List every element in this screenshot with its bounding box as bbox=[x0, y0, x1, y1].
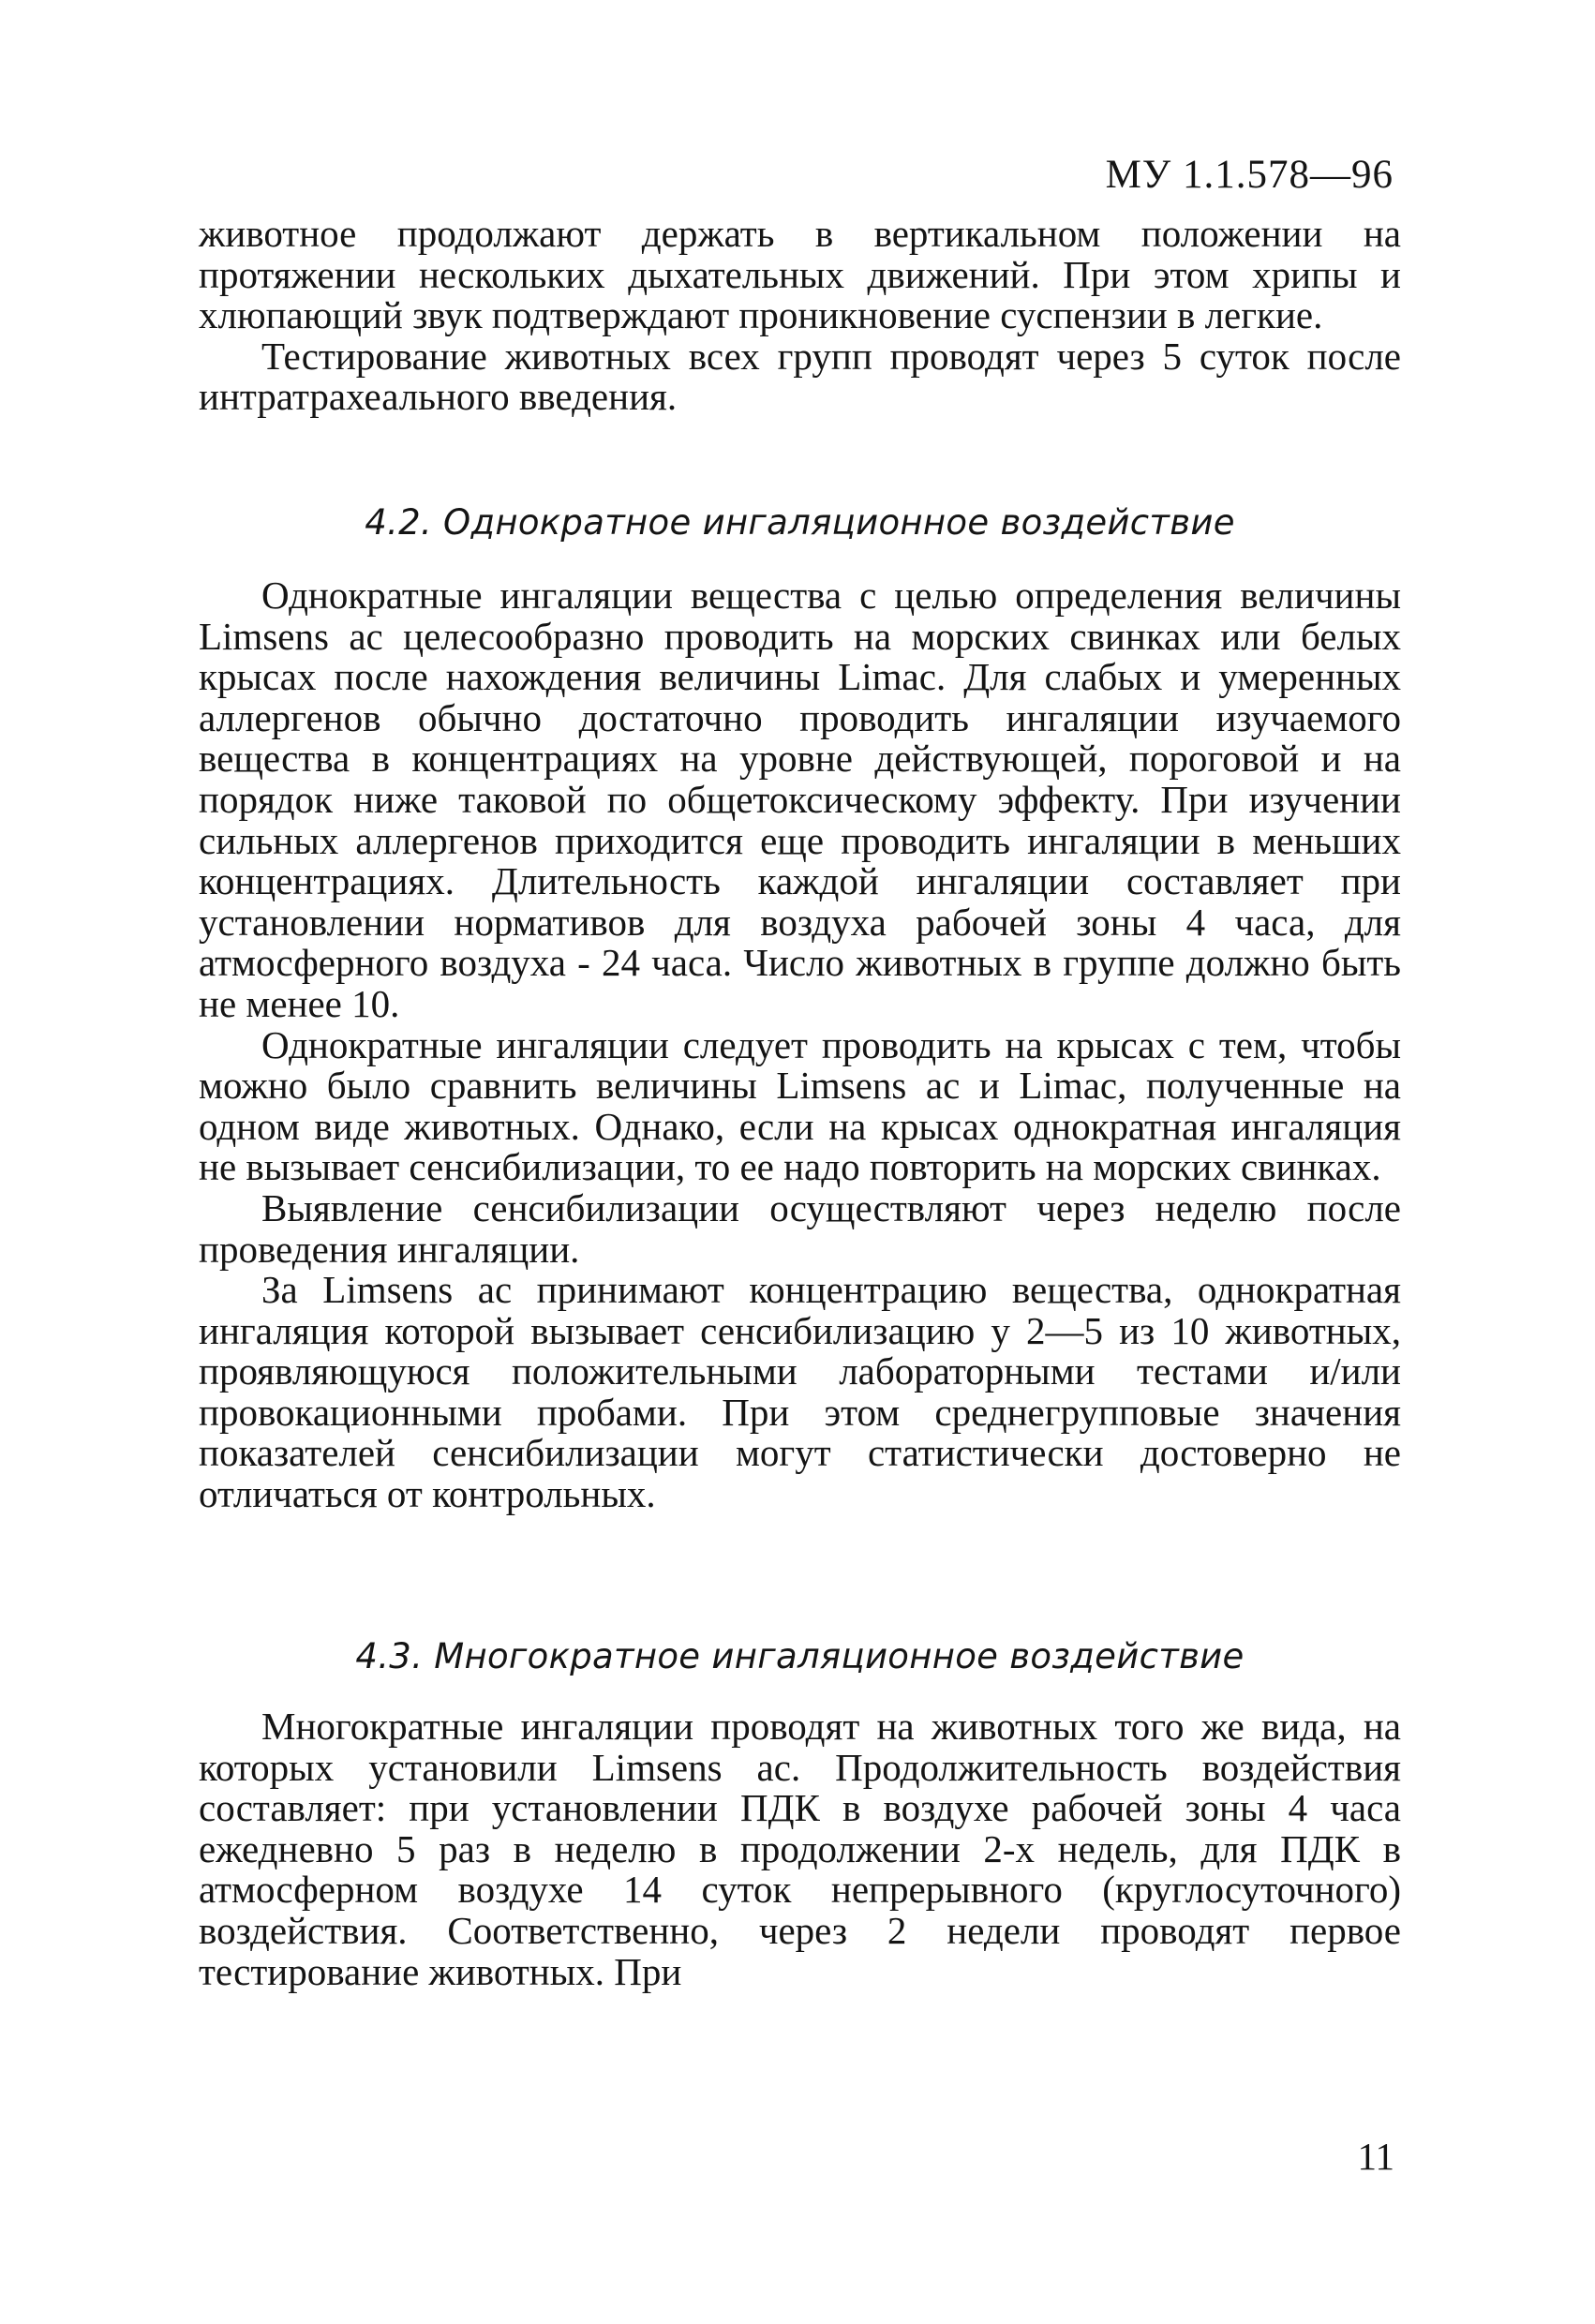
paragraph: Однократные ингаляции следует проводить на крысах с тем, чтобы можно было сравнить величины Limsens ac и Limac, полученные на одном виде животных. Однако, если на крысах однократная ингаляция не вызывает сенсибилизации, то ее надо повторить на морских свинках. bbox=[199, 1022, 1401, 1189]
paragraph: За Limsens ac принимают концентрацию вещества, однократная ингаляция которой вызывает сенсибилизацию у 2—5 из 10 животных, проявляющуюся положительными лабораторными тестами и/или провокационными пробами. При этом среднегрупповые значения показателей сенсибилизации могут статистически достоверно не отличаться от контрольных. bbox=[199, 1268, 1401, 1516]
section-heading: 4.3. Многократное ингаляционное воздействие bbox=[355, 1636, 1245, 1676]
paragraph: Выявление сенсибилизации осуществляют через неделю после проведения ингаляции. bbox=[199, 1185, 1401, 1271]
paragraph: Однократные ингаляции вещества с целью определения величины Limsens ac целесообразно проводить на морских свинках или белых крысах после нахождения величины Limac. Для слабых и умеренных аллергенов обычно достаточно проводить ингаляции изучаемого вещества в концентрациях на уровне действующей, пороговой и на порядок ниже таковой по общетоксическому эффекту. При изучении сильных аллергенов приходится еще проводить ингаляции в меньших концентрациях. Длительность каждой ингаляции составляет при установлении нормативов для воздуха рабочей зоны 4 часа, для атмосферного воздуха - 24 часа. Число животных в группе должно быть не менее 10. bbox=[199, 574, 1401, 1025]
text-block-section-4-3 bbox=[199, 1706, 1401, 1992]
section-heading: 4.2. Однократное ингаляционное воздействие bbox=[365, 502, 1235, 543]
text-block-intro bbox=[199, 214, 1401, 418]
text-block-section-4-2 bbox=[199, 575, 1401, 1515]
page-number: 11 bbox=[1357, 2135, 1394, 2178]
paragraph: Многократные ингаляции проводят на животных того же вида, на которых установили Limsens ac. Продолжительность воздействия составляет: при установлении ПДК в воздухе рабочей зоны 4 часа ежедневно 5 раз в неделю в продолжении 2-х недель, для ПДК в атмосферном воздухе 14 суток непрерывного (круглосуточного) воздействия. Соответственно, через 2 недели проводят первое тестирование животных. При bbox=[199, 1705, 1401, 1993]
paragraph: Тестирование животных всех групп проводят через 5 суток после интратрахеального введения. bbox=[199, 334, 1401, 419]
paragraph: животное продолжают держать в вертикальном положении на протяжении нескольких дыхательных движений. При этом хрипы и хлюпающий звук подтверждают проникновение суспензии в легкие. bbox=[199, 212, 1401, 337]
document-code: МУ 1.1.578—96 bbox=[1105, 153, 1394, 197]
